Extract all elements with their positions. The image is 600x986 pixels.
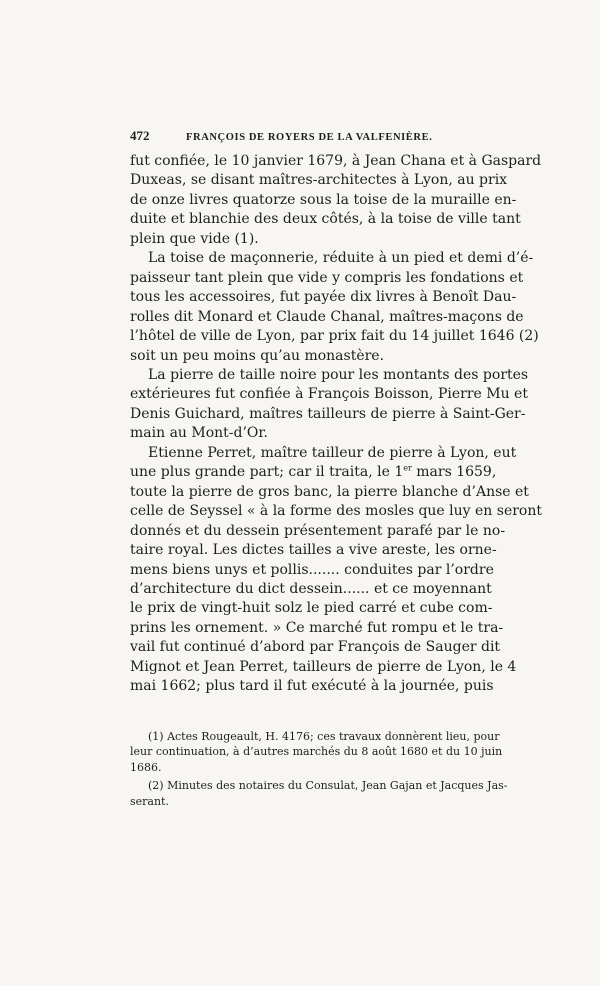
- text-line: le prix de vingt-huit solz le pied carré et cube com-: [130, 600, 493, 617]
- text-line: Etienne Perret, maître tailleur de pierre à Lyon, eut: [148, 444, 517, 461]
- text-line: fut confiée, le 10 janvier 1679, à Jean Chana et à Gaspard: [130, 153, 542, 169]
- text-line: toute la pierre de gros banc, la pierre blanche d’Anse et: [130, 483, 529, 500]
- text-line: vail fut continué d’abord par François de Sauger dit: [130, 639, 501, 656]
- footnotes: [130, 729, 508, 810]
- footnote-line: (2) Minutes des notaires du Consulat, Jean Gajan et Jacques Jas-: [148, 779, 508, 793]
- text-line: Mignot et Jean Perret, tailleurs de pierre de Lyon, le 4: [130, 658, 517, 675]
- text-line: extérieures fut confiée à François Boisson, Pierre Mu et: [130, 386, 528, 403]
- text-line: main au Mont-d’Or.: [130, 425, 269, 442]
- text-line: Denis Guichard, maîtres tailleurs de pierre à Saint-Ger-: [130, 405, 526, 422]
- paragraph-4: [130, 444, 543, 697]
- page-header: [130, 128, 482, 150]
- footnote-line: 1686.: [130, 760, 162, 774]
- page-number: 472: [130, 128, 150, 143]
- paragraph-1: [130, 152, 542, 249]
- text-line: soit un peu moins qu’au monastère.: [130, 347, 385, 364]
- text-line: une plus grande part; car il traita, le 1er mars 1659,: [130, 463, 497, 481]
- text-line: donnés et du dessein présentement parafé par le no-: [130, 522, 506, 539]
- paragraph-2: [130, 249, 539, 366]
- footnote-line: leur continuation, à d’autres marchés du 8 août 1680 et du 10 juin: [130, 745, 503, 759]
- text-line: prins les ornement. » Ce marché fut rompu et le tra-: [130, 619, 504, 636]
- text-line: mens biens unys et pollis....... conduites par l’ordre: [130, 561, 494, 578]
- text-line: rolles dit Monard et Claude Chanal, maîtres-maçons de: [130, 308, 524, 325]
- text-line: l’hôtel de ville de Lyon, par prix fait du 14 juillet 1646 (2): [130, 328, 539, 345]
- text-line: Duxeas, se disant maîtres-architectes à Lyon, au prix: [130, 172, 508, 189]
- text-line: duite et blanchie des deux côtés, à la toise de ville tant: [130, 211, 521, 228]
- text-line: paisseur tant plein que vide y compris les fondations et: [130, 269, 524, 286]
- running-title: FRANÇOIS DE ROYERS DE LA VALFENIÈRE.: [186, 132, 433, 143]
- text-line: taire royal. Les dictes tailles a vive areste, les orne-: [130, 542, 497, 559]
- text-line: tous les accessoires, fut payée dix livres à Benoît Dau-: [130, 289, 517, 306]
- text-line: de onze livres quatorze sous la toise de la muraille en-: [130, 191, 517, 208]
- text-line: La toise de maçonnerie, réduite à un pied et demi d’é-: [148, 250, 534, 267]
- text-line: mai 1662; plus tard il fut exécuté à la journée, puis: [130, 678, 494, 695]
- text-line: celle de Seyssel « à la forme des mosles que luy en seront: [130, 503, 543, 520]
- footnote-1: [130, 729, 503, 776]
- footnote-2: [130, 778, 508, 809]
- book-page: [130, 128, 543, 812]
- body-text: [130, 152, 543, 697]
- text-line: d’architecture du dict dessein...... et ce moyennant: [130, 580, 492, 597]
- text-line: plein que vide (1).: [130, 230, 259, 247]
- paragraph-3: [130, 366, 529, 444]
- text-line: La pierre de taille noire pour les montants des portes: [148, 366, 529, 383]
- footnote-line: serant.: [130, 794, 169, 808]
- footnote-line: (1) Actes Rougeault, H. 4176; ces travaux donnèrent lieu, pour: [148, 729, 500, 743]
